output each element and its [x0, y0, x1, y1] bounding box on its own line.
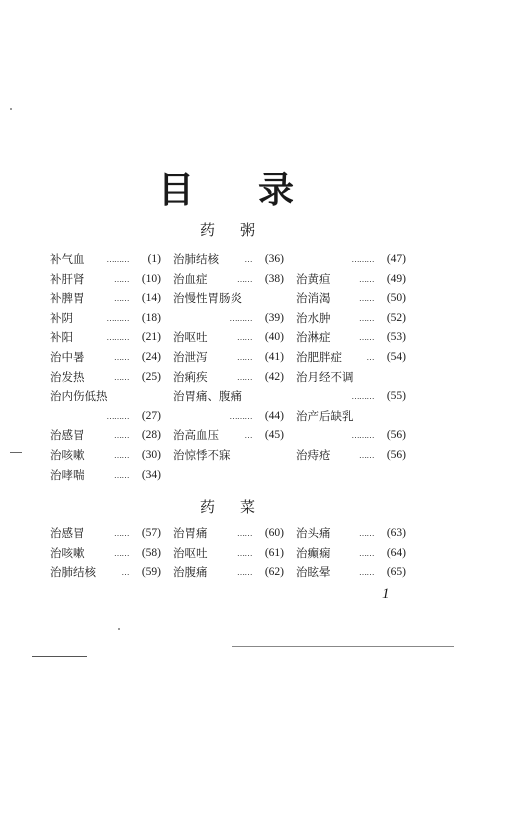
entry-title: 治胃痛、腹痛	[173, 389, 242, 404]
entry-leader-dots: ………	[351, 392, 374, 402]
entry-title: 治消渴	[296, 291, 331, 306]
entry-page-ref: (34)	[141, 468, 161, 481]
toc-entry	[296, 368, 406, 388]
entry-page-ref: (59)	[141, 566, 161, 579]
entry-leader-dots: …	[244, 255, 252, 264]
toc-entry	[50, 466, 161, 486]
entry-leader-dots: ……	[359, 333, 374, 343]
toc-entry	[50, 348, 161, 368]
entry-leader-dots: ……	[114, 274, 129, 284]
entry-leader-dots: ……	[114, 450, 129, 460]
entry-leader-dots: ……	[114, 431, 129, 441]
toc-entry	[296, 289, 406, 309]
entry-leader-dots: ………	[106, 333, 129, 343]
toc-entry	[50, 270, 161, 290]
entry-page-ref: (61)	[264, 546, 284, 559]
entry-page-ref: (21)	[141, 331, 161, 344]
entry-page-ref: (40)	[264, 331, 284, 344]
page-title	[0, 168, 505, 212]
entry-title: 治呕吐	[173, 545, 208, 560]
entry-page-ref: (14)	[141, 292, 161, 305]
toc-column	[173, 524, 284, 583]
toc-entry	[50, 426, 161, 446]
entry-page-ref: (58)	[141, 546, 161, 559]
toc-entry	[50, 524, 161, 544]
entry-title: 治咳嗽	[50, 545, 85, 560]
entry-leader-dots: ……	[114, 372, 129, 382]
entry-page-ref: (56)	[386, 429, 406, 442]
entry-leader-dots: ………	[229, 313, 252, 323]
entry-leader-dots: ……	[359, 294, 374, 304]
entry-leader-dots: ……	[114, 548, 129, 558]
entry-page-ref: (55)	[386, 390, 406, 403]
scan-speck	[118, 628, 120, 630]
toc-entry	[50, 544, 161, 564]
entry-leader-dots: ………	[106, 411, 129, 421]
entry-leader-dots: ………	[229, 411, 252, 421]
toc-column	[296, 250, 406, 466]
page-number: 1	[382, 586, 390, 602]
entry-leader-dots: ……	[359, 274, 374, 284]
entry-title: 治泄泻	[173, 349, 208, 364]
entry-title: 治腹痛	[173, 565, 208, 580]
section-heading-yaocai	[0, 497, 505, 517]
entry-page-ref: (62)	[264, 566, 284, 579]
toc-entry	[173, 426, 284, 446]
toc-entry	[296, 348, 406, 368]
toc-entry	[50, 446, 161, 466]
toc-entry	[50, 368, 161, 388]
entry-title: 治感冒	[50, 526, 85, 540]
entry-leader-dots: ……	[237, 333, 252, 343]
toc-entry	[173, 348, 284, 368]
entry-title: 治痔疮	[296, 447, 331, 462]
toc-entry	[296, 524, 406, 544]
entry-page-ref: (45)	[264, 429, 284, 442]
entry-page-ref: (56)	[386, 448, 406, 461]
entry-leader-dots: ………	[351, 431, 374, 441]
entry-page-ref: (28)	[141, 429, 161, 442]
entry-leader-dots: ……	[359, 313, 374, 323]
entry-leader-dots: …	[244, 431, 252, 441]
toc-entry	[173, 328, 284, 348]
toc-entry	[173, 407, 284, 427]
scan-rule-left	[32, 656, 87, 657]
toc-entry	[296, 426, 406, 446]
toc-entry	[296, 270, 406, 290]
entry-title: 治哮喘	[50, 467, 85, 482]
entry-title: 治肺结核	[173, 252, 219, 266]
entry-page-ref: (60)	[264, 527, 284, 539]
toc-entry	[173, 289, 284, 309]
toc-entry	[173, 524, 284, 544]
entry-leader-dots: ……	[237, 274, 252, 284]
entry-page-ref: (42)	[264, 370, 284, 383]
entry-page-ref: (41)	[264, 350, 284, 363]
entry-leader-dots: …	[121, 568, 129, 578]
entry-page-ref: (52)	[386, 311, 406, 324]
page-title-char-2: 录	[258, 169, 295, 211]
section-heading-char-1: 药	[200, 498, 216, 516]
entry-title: 治咳嗽	[50, 447, 85, 462]
entry-leader-dots: ………	[106, 313, 129, 323]
entry-page-ref: (65)	[386, 566, 406, 579]
entry-leader-dots: ……	[237, 372, 252, 382]
entry-page-ref: (1)	[147, 253, 161, 265]
entry-title: 治惊悸不寐	[173, 447, 231, 462]
entry-page-ref: (57)	[141, 527, 161, 539]
entry-leader-dots: ……	[114, 352, 129, 362]
toc-entry	[296, 407, 406, 427]
entry-page-ref: (63)	[386, 527, 406, 539]
toc-entry	[296, 309, 406, 329]
toc-entry	[296, 446, 406, 466]
entry-title: 治痢疾	[173, 369, 208, 384]
toc-entry	[173, 446, 284, 466]
entry-title: 治肺结核	[50, 565, 96, 580]
entry-page-ref: (10)	[141, 272, 161, 285]
entry-leader-dots: ……	[359, 548, 374, 558]
entry-page-ref: (30)	[141, 448, 161, 461]
entry-page-ref: (47)	[386, 253, 406, 265]
entry-page-ref: (27)	[141, 409, 161, 422]
entry-title: 补气血	[50, 252, 85, 266]
entry-leader-dots: ………	[351, 255, 374, 264]
toc-column	[296, 524, 406, 583]
entry-title: 补阳	[50, 330, 73, 345]
scan-rule-right	[232, 646, 454, 647]
page-title-char-1: 目	[158, 169, 195, 211]
entry-title: 治肥胖症	[296, 349, 342, 364]
toc-entry	[173, 368, 284, 388]
entry-leader-dots: ……	[359, 450, 374, 460]
entry-leader-dots: ……	[114, 294, 129, 304]
entry-title: 治胃痛	[173, 526, 208, 540]
entry-leader-dots: ……	[114, 529, 129, 538]
entry-page-ref: (38)	[264, 272, 284, 285]
entry-page-ref: (49)	[386, 272, 406, 285]
entry-page-ref: (25)	[141, 370, 161, 383]
toc-entry	[173, 250, 284, 270]
entry-page-ref: (39)	[264, 311, 284, 324]
toc-entry	[296, 250, 406, 270]
entry-title: 治感冒	[50, 428, 85, 443]
toc-entry	[173, 309, 284, 329]
toc-entry	[296, 563, 406, 583]
entry-title: 治高血压	[173, 428, 219, 443]
section-heading-char-2: 菜	[240, 498, 256, 516]
toc-column	[173, 250, 284, 466]
entry-leader-dots: ……	[237, 529, 252, 538]
toc-entry	[296, 387, 406, 407]
entry-title: 治眩晕	[296, 565, 331, 580]
entry-title: 治癫痫	[296, 545, 331, 560]
entry-title: 治月经不调	[296, 369, 354, 384]
toc-column	[50, 250, 161, 485]
entry-title: 治水肿	[296, 310, 331, 325]
entry-leader-dots: ……	[359, 529, 374, 538]
entry-page-ref: (54)	[386, 350, 406, 363]
toc-entry	[173, 387, 284, 407]
toc-entry	[50, 387, 161, 407]
entry-leader-dots: ……	[359, 568, 374, 578]
toc-entry	[173, 544, 284, 564]
entry-leader-dots: …	[366, 352, 374, 362]
section-heading-char-2: 粥	[240, 221, 256, 239]
entry-title: 治血症	[173, 271, 208, 286]
entry-leader-dots: ……	[237, 352, 252, 362]
entry-title: 补脾胃	[50, 291, 85, 306]
toc-column	[50, 524, 161, 583]
entry-page-ref: (64)	[386, 546, 406, 559]
section-heading-yaozhou	[0, 220, 505, 240]
entry-page-ref: (44)	[264, 409, 284, 422]
entry-page-ref: (53)	[386, 331, 406, 344]
entry-title: 治产后缺乳	[296, 408, 354, 423]
entry-leader-dots: ……	[237, 548, 252, 558]
entry-leader-dots: ……	[114, 470, 129, 480]
entry-page-ref: (36)	[264, 253, 284, 265]
section-heading-char-1: 药	[200, 221, 216, 239]
entry-leader-dots: ……	[237, 568, 252, 578]
toc-entry	[50, 309, 161, 329]
entry-title: 治中暑	[50, 349, 85, 364]
entry-title: 治黄疸	[296, 271, 331, 286]
toc-entry	[296, 328, 406, 348]
entry-page-ref: (18)	[141, 311, 161, 324]
scan-speck	[10, 452, 22, 453]
entry-title: 治内伤低热	[50, 389, 108, 404]
entry-page-ref: (24)	[141, 350, 161, 363]
entry-leader-dots: ………	[106, 255, 129, 264]
toc-entry	[50, 407, 161, 427]
entry-title: 补肝肾	[50, 271, 85, 286]
toc-entry	[173, 563, 284, 583]
entry-title: 治头痛	[296, 526, 331, 540]
toc-entry	[50, 563, 161, 583]
toc-entry	[296, 544, 406, 564]
entry-page-ref: (50)	[386, 292, 406, 305]
entry-title: 治慢性胃肠炎	[173, 291, 242, 306]
entry-title: 治淋症	[296, 330, 331, 345]
toc-entry	[173, 270, 284, 290]
toc-entry	[50, 328, 161, 348]
entry-title: 治发热	[50, 369, 85, 384]
toc-entry	[50, 289, 161, 309]
entry-title: 补阴	[50, 310, 73, 325]
toc-entry	[50, 250, 161, 270]
scan-speck	[10, 108, 12, 110]
entry-title: 治呕吐	[173, 330, 208, 345]
